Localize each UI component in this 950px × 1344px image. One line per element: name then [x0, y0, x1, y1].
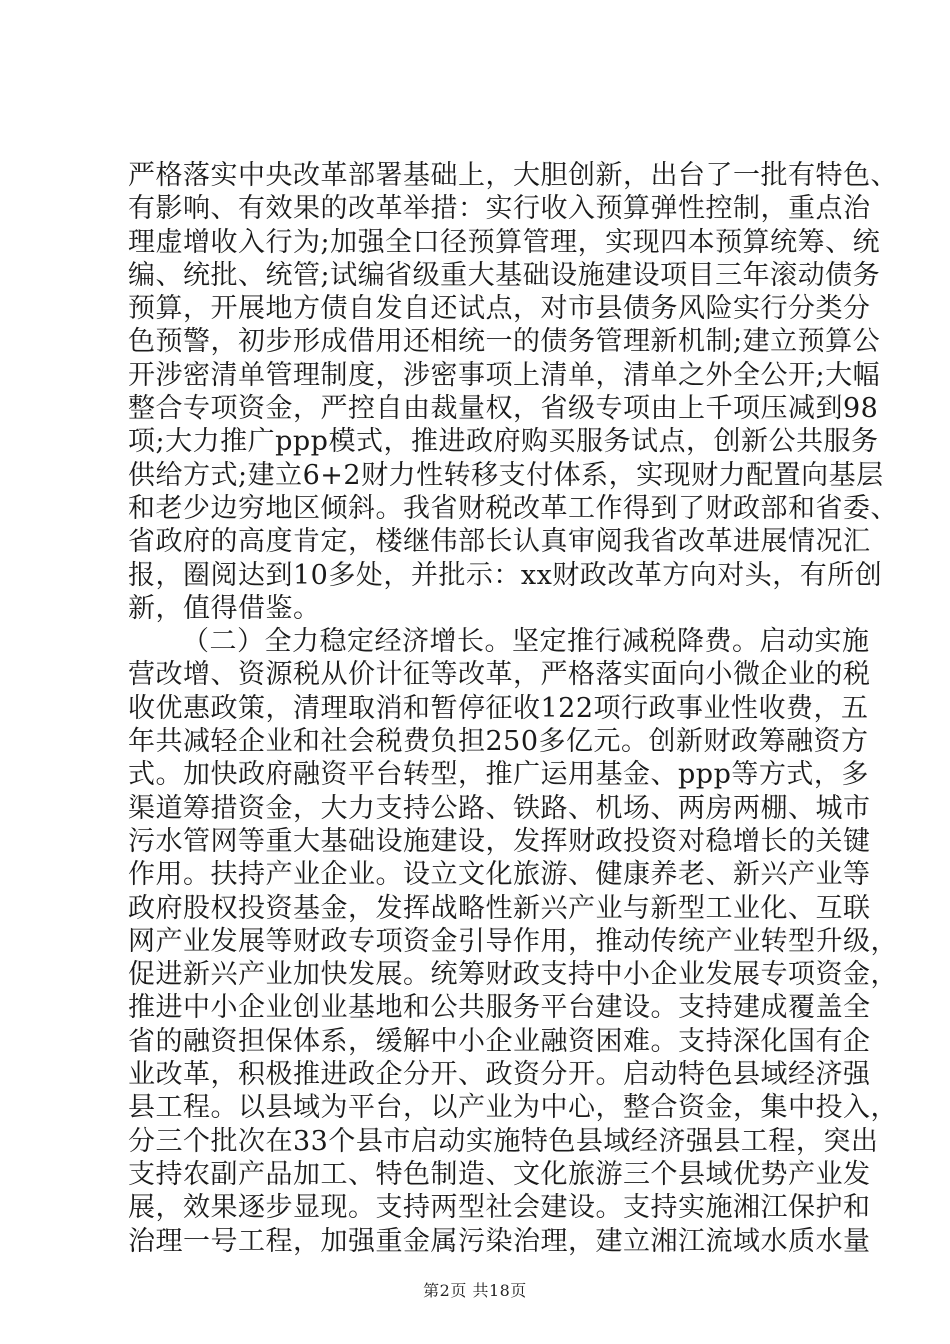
text-line: 严格落实中央改革部署基础上，大胆创新，出台了一批有特色、 — [128, 160, 898, 191]
text-line: 编、统批、统管;试编省级重大基础设施建设项目三年滚动债务 — [128, 259, 881, 291]
text-line: 支持农副产品加工、特色制造、文化旅游三个县域优势产业发 — [128, 1158, 871, 1190]
text-line: 有影响、有效果的改革举措：实行收入预算弹性控制，重点治 — [128, 193, 871, 225]
text-line: 县工程。以县域为平台，以产业为中心，整合资金，集中投入， — [128, 1092, 898, 1124]
text-line: 色预警，初步形成借用还相统一的债务管理新机制;建立预算公 — [128, 326, 881, 358]
text-line: 式。加快政府融资平台转型，推广运用基金、ppp等方式，多 — [128, 759, 869, 791]
text-line: 业改革，积极推进政企分开、政资分开。启动特色县域经济强 — [128, 1059, 871, 1091]
text-line: 促进新兴产业加快发展。统筹财政支持中小企业发展专项资金， — [128, 959, 898, 991]
text-line: 营改增、资源税从价计征等改革，严格落实面向小微企业的税 — [128, 659, 871, 691]
text-line: 展，效果逐步显现。支持两型社会建设。支持实施湘江保护和 — [128, 1192, 871, 1224]
paragraph-2 — [128, 625, 898, 1258]
page-footer: 第2页 共18页 — [423, 1281, 527, 1300]
text-line: 污水管网等重大基础设施建设，发挥财政投资对稳增长的关键 — [128, 825, 871, 857]
text-line: 整合专项资金，严控自由裁量权，省级专项由上千项压减到98 — [128, 393, 879, 425]
text-line: （二）全力稳定经济增长。坚定推行减税降费。启动实施 — [182, 626, 870, 658]
text-line: 治理一号工程，加强重金属污染治理，建立湘江流域水质水量 — [128, 1225, 871, 1257]
text-line: 收优惠政策，清理取消和暂停征收122项行政事业性收费，五 — [128, 692, 869, 724]
text-line: 省的融资担保体系，缓解中小企业融资困难。支持深化国有企 — [128, 1025, 871, 1057]
text-line: 预算，开展地方债自发自还试点，对市县债务风险实行分类分 — [128, 293, 871, 325]
text-line: 项;大力推广ppp模式，推进政府购买服务试点，创新公共服务 — [128, 426, 879, 458]
text-line: 理虚增收入行为;加强全口径预算管理，实现四本预算统筹、统 — [128, 226, 881, 258]
text-line: 供给方式;建立6+2财力性转移支付体系，实现财力配置向基层 — [128, 459, 884, 491]
body-text — [128, 159, 898, 1258]
text-line: 开涉密清单管理制度，涉密事项上清单，清单之外全公开;大幅 — [128, 359, 881, 391]
text-line: 政府股权投资基金，发挥战略性新兴产业与新型工业化、互联 — [128, 892, 871, 924]
text-line: 新，值得借鉴。 — [128, 592, 321, 624]
text-line: 年共减轻企业和社会税费负担250多亿元。创新财政筹融资方 — [128, 726, 869, 758]
text-line: 渠道筹措资金，大力支持公路、铁路、机场、两房两棚、城市 — [128, 792, 871, 824]
text-line: 分三个批次在33个县市启动实施特色县域经济强县工程，突出 — [128, 1125, 879, 1157]
text-line: 报，圈阅达到10多处，并批示：xx财政改革方向对头，有所创 — [128, 559, 883, 591]
text-line: 省政府的高度肯定，楼继伟部长认真审阅我省改革进展情况汇 — [128, 526, 871, 558]
text-line: 作用。扶持产业企业。设立文化旅游、健康养老、新兴产业等 — [128, 859, 871, 891]
text-line: 网产业发展等财政专项资金引导作用，推动传统产业转型升级， — [128, 925, 898, 957]
text-line: 和老少边穷地区倾斜。我省财税改革工作得到了财政部和省委、 — [128, 492, 898, 524]
text-line: 推进中小企业创业基地和公共服务平台建设。支持建成覆盖全 — [128, 992, 871, 1024]
paragraph-1 — [128, 159, 898, 625]
